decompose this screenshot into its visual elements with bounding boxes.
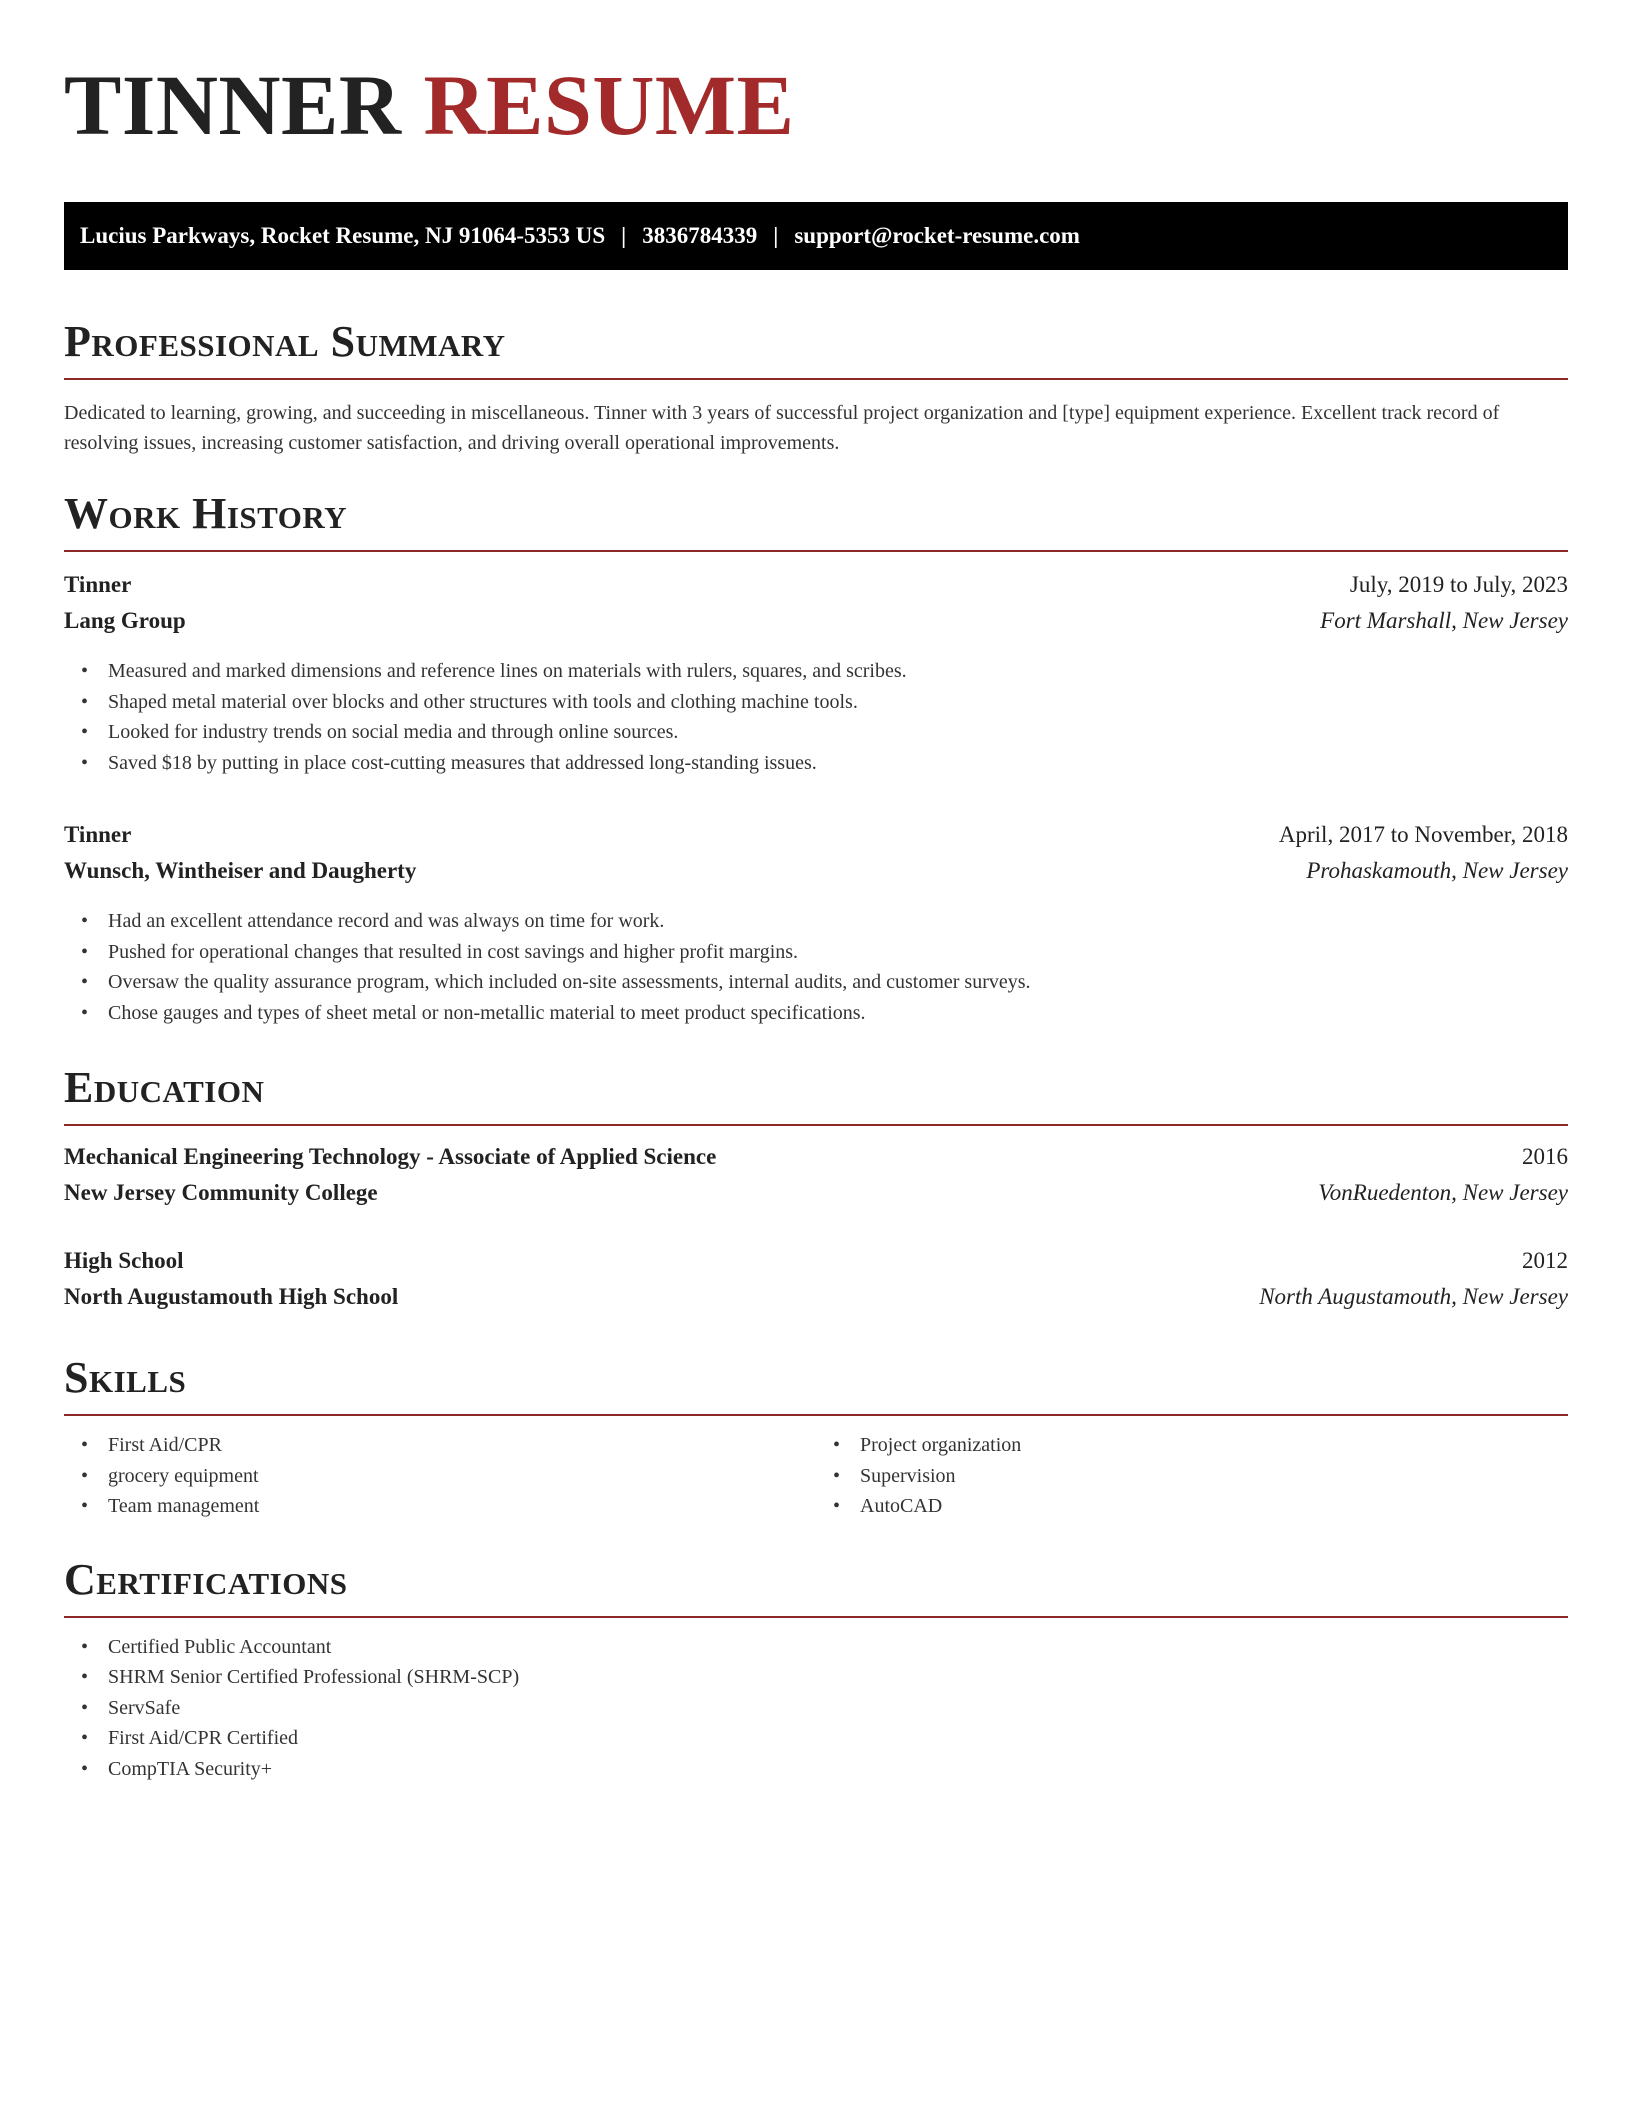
job-company-row: [64, 608, 1568, 644]
education-section: [64, 1063, 1568, 1320]
summary-text: Dedicated to learning, growing, and succeeding in miscellaneous. Tinner with 3 years of successful project organization and [type] equipment experience. Excellent track record of resolving issues, increasing customer satisfaction, and driving overall operational improvements.: [64, 402, 1500, 454]
education-entry: [64, 1248, 1568, 1320]
contact-separator: |: [773, 223, 779, 248]
section-heading-skills: Skills: [64, 1356, 1568, 1416]
job-entry: [64, 822, 1568, 1028]
job-company: Wunsch, Wintheiser and Daugherty: [64, 858, 417, 883]
contact-address: Lucius Parkways, Rocket Resume, NJ 91064-5353 US: [80, 223, 606, 248]
school-name: New Jersey Community College: [64, 1180, 378, 1205]
contact-phone[interactable]: 3836784339: [642, 223, 758, 248]
job-entry: [64, 572, 1568, 778]
resume-name: [64, 57, 1568, 158]
certification-item: • ServSafe: [81, 1693, 1568, 1724]
job-duty: • Had an excellent attendance record and was always on time for work.: [81, 906, 1568, 937]
job-company: Lang Group: [64, 608, 186, 633]
graduation-year: 2016: [1522, 1144, 1568, 1169]
job-title: Tinner: [64, 572, 132, 597]
school-location: North Augustamouth, New Jersey: [1259, 1284, 1568, 1309]
job-title-row: [64, 822, 1568, 858]
school-row: [64, 1180, 1568, 1216]
job-location: Prohaskamouth, New Jersey: [1306, 858, 1568, 883]
certification-item: • CompTIA Security+: [81, 1754, 1568, 1785]
school-name: North Augustamouth High School: [64, 1284, 399, 1309]
degree: Mechanical Engineering Technology - Associate of Applied Science: [64, 1144, 717, 1169]
job-dates: July, 2019 to July, 2023: [1349, 572, 1568, 597]
certification-item: • Certified Public Accountant: [81, 1632, 1568, 1663]
degree-row: [64, 1248, 1568, 1284]
certifications-section: [64, 1554, 1568, 1785]
job-company-row: [64, 858, 1568, 894]
job-duty: • Looked for industry trends on social media and through online sources.: [81, 717, 1568, 748]
section-heading-education: Education: [64, 1066, 1568, 1126]
skills-section: [64, 1353, 1568, 1522]
first-name: TINNER: [64, 57, 402, 153]
job-title: Tinner: [64, 822, 132, 847]
school-row: [64, 1284, 1568, 1320]
certification-item: • First Aid/CPR Certified: [81, 1723, 1568, 1754]
job-duties-list: [81, 906, 1568, 1028]
certifications-list: [81, 1632, 1568, 1785]
skill-item: • Project organization: [833, 1430, 1568, 1461]
job-duty: • Saved $18 by putting in place cost-cutting measures that addressed long-standing issues.: [81, 748, 1568, 779]
job-title-row: [64, 572, 1568, 608]
job-duty: • Chose gauges and types of sheet metal or non-metallic material to meet product specifications.: [81, 998, 1568, 1029]
skill-item: • AutoCAD: [833, 1491, 1568, 1522]
skill-item: • grocery equipment: [81, 1461, 816, 1492]
certification-item: • SHRM Senior Certified Professional (SHRM-SCP): [81, 1662, 1568, 1693]
degree-row: [64, 1144, 1568, 1180]
section-heading-summary: Professional Summary: [64, 320, 1568, 380]
job-location: Fort Marshall, New Jersey: [1320, 608, 1568, 633]
last-name: RESUME: [423, 57, 795, 153]
section-heading-certifications: Certifications: [64, 1558, 1568, 1618]
graduation-year: 2012: [1522, 1248, 1568, 1273]
job-duties-list: [81, 656, 1568, 778]
skill-item: • First Aid/CPR: [81, 1430, 816, 1461]
job-duty: • Pushed for operational changes that resulted in cost savings and higher profit margins.: [81, 937, 1568, 968]
contact-bar: [64, 202, 1568, 270]
skills-list-left: [81, 1430, 816, 1522]
degree: High School: [64, 1248, 184, 1273]
professional-summary-section: [64, 317, 1568, 458]
work-history-section: [64, 489, 1568, 1028]
skill-item: • Supervision: [833, 1461, 1568, 1492]
job-duty: • Shaped metal material over blocks and other structures with tools and clothing machine tools.: [81, 687, 1568, 718]
skills-grid: [64, 1430, 1568, 1522]
job-dates: April, 2017 to November, 2018: [1278, 822, 1568, 847]
job-duty: • Measured and marked dimensions and reference lines on materials with rulers, squares, and scribes.: [81, 656, 1568, 687]
contact-separator: |: [621, 223, 627, 248]
skills-list-right: [833, 1430, 1568, 1522]
school-location: VonRuedenton, New Jersey: [1318, 1180, 1568, 1205]
education-entry: [64, 1144, 1568, 1216]
contact-email[interactable]: support@rocket-resume.com: [794, 223, 1080, 248]
skill-item: • Team management: [81, 1491, 816, 1522]
section-heading-work: Work History: [64, 492, 1568, 552]
job-duty: • Oversaw the quality assurance program, which included on-site assessments, internal audits, and customer surveys.: [81, 967, 1568, 998]
